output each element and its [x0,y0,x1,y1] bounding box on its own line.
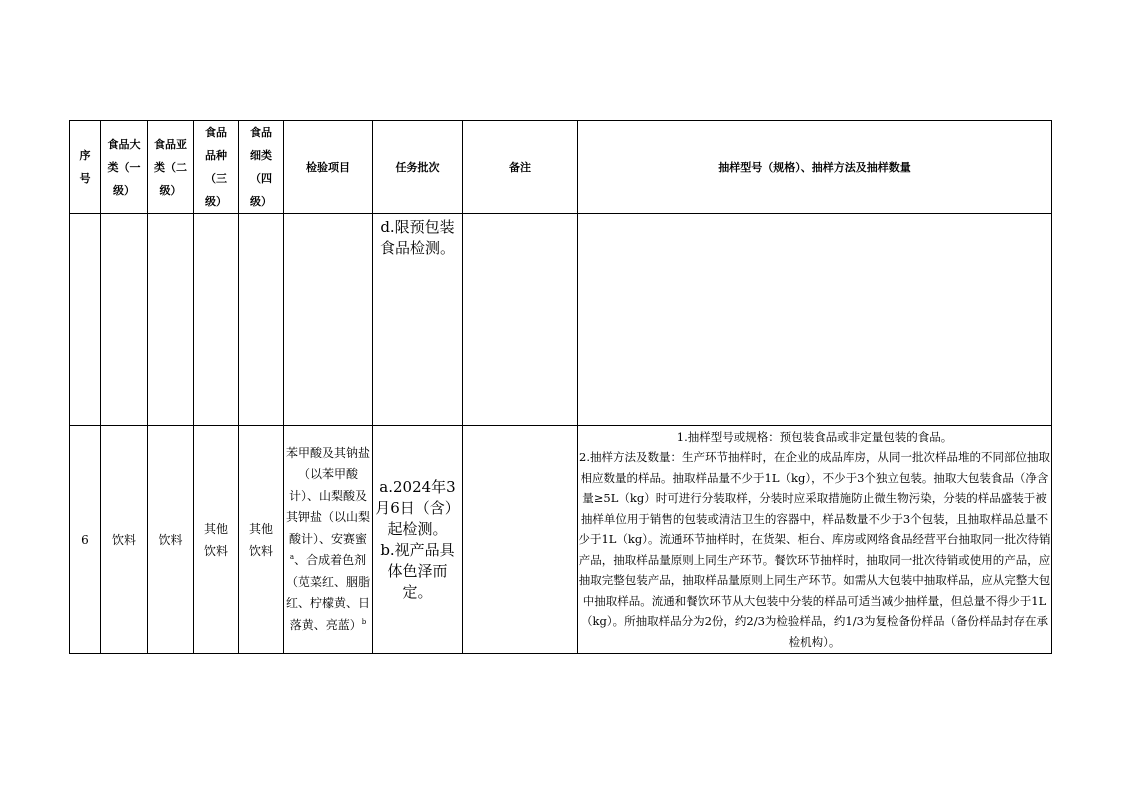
header-batch: 任务批次 [373,121,463,214]
header-method: 抽样型号（规格）、抽样方法及抽样数量 [578,121,1052,214]
batch-a: a.2024年3月6日（含）起检测。 [375,477,460,538]
cell-empty [194,214,239,426]
method-spec: 1.抽样型号或规格：预包装食品或非定量包装的食品。 [676,429,953,444]
cell-empty [101,214,148,426]
header-cat4: 食品细类（四级） [239,121,284,214]
cell-empty [70,214,101,426]
header-cat3: 食品品种（三级） [194,121,239,214]
row-seq: 6 [70,426,101,654]
table-row [70,214,1052,426]
row-cat3: 其他饮料 [194,426,239,654]
footnote-b: b [361,617,367,626]
sampling-table [69,120,1052,654]
cell-empty [284,214,373,426]
row-cat1: 饮料 [101,426,148,654]
test-items-part1: 苯甲酸及其钠盐（以苯甲酸计）、山梨酸及其钾盐（以山梨酸计）、安赛蜜 [285,445,370,546]
row-method [578,426,1052,654]
row-test-items [284,426,373,654]
header-cat1: 食品大类（一级） [101,121,148,214]
row-cat2: 饮料 [148,426,194,654]
header-seq: 序号 [70,121,101,214]
batch-b: b.视产品具体色泽而定。 [380,540,455,601]
header-note: 备注 [463,121,578,214]
continued-batch-cell: d.限预包装食品检测。 [373,214,463,426]
header-row [70,121,1052,214]
table-row [70,426,1052,654]
test-items-part2: 、合成着色剂（苋菜红、胭脂红、柠檬黄、日落黄、亮蓝） [285,553,370,632]
header-items: 检验项目 [284,121,373,214]
footnote-a: a [289,553,295,562]
cell-empty [578,214,1052,426]
row-batch [373,426,463,654]
cell-empty [463,214,578,426]
header-cat2: 食品亚类（二级） [148,121,194,214]
cell-empty [148,214,194,426]
row-note [463,426,578,654]
row-cat4: 其他饮料 [239,426,284,654]
cell-empty [239,214,284,426]
method-procedure: 2.抽样方法及数量：生产环节抽样时，在企业的成品库房，从同一批次样品堆的不同部位抽取相应数量的样品。抽取样品量不少于1L（kg），不少于3个独立包装。抽取大包装食品（净含量≥5L（kg）时可进行分装取样，分装时应采取措施防止微生物污染，分装的样品盛装于被抽样单位用于销售的包装或清洁卫生的容器中，样品数量不少于3个包装，且抽取样品总量不少于1L（kg）。流通环节抽样时，在货架、柜台、库房或网络食品经营平台抽取同一批次待销产品，抽取样品量原则上同生产环节。餐饮环节抽样时，抽取同一批次待销或使用的产品，应抽取完整包装产品，抽取样品量原则上同生产环节。如需从大包装中抽取样品，应从完整大包中抽取样品。流通和餐饮环节从大包装中分装的样品可适当减少抽样量，但总量不得少于1L（kg）。所抽取样品分为2份，约2/3为检验样品，约1/3为复检备份样品（备份样品封存在承检机构）。 [578,450,1051,649]
